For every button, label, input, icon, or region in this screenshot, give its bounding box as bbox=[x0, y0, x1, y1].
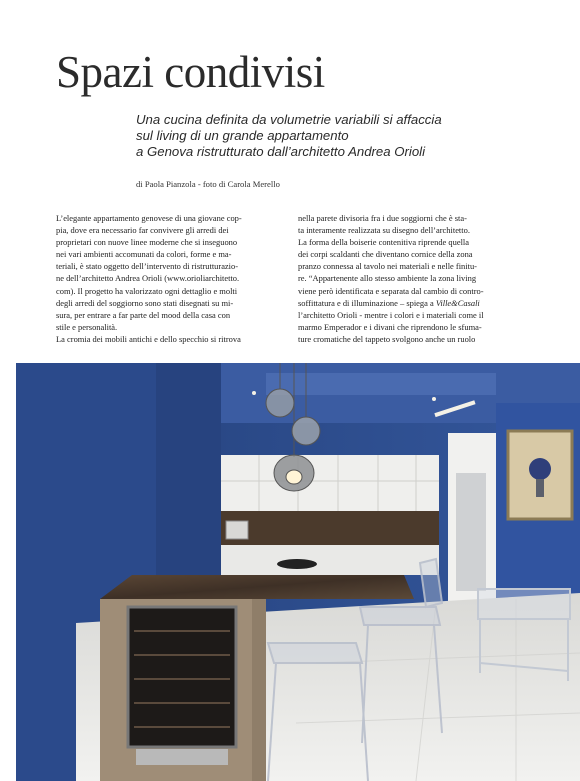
doorway-inner bbox=[456, 473, 486, 591]
subtitle-line: Una cucina definita da volumetrie variabili si affaccia bbox=[136, 112, 442, 127]
fruit-bowl bbox=[277, 559, 317, 569]
body-line: l’architetto Orioli - mentre i colori e i materiali come il bbox=[298, 309, 484, 320]
counter-top bbox=[100, 575, 414, 599]
article-subtitle bbox=[136, 112, 466, 160]
body-text: soffittatura e di illuminazione – spiega a bbox=[298, 297, 436, 308]
body-line: sura, per entrare a far parte del mood della casa con bbox=[56, 309, 231, 320]
kitchen-photo bbox=[16, 363, 580, 781]
subtitle-line: sul living di un grande appartamento bbox=[136, 128, 349, 143]
body-line: La forma della boiserie contenitiva riprende quella bbox=[298, 237, 470, 248]
cabinet-lower-back bbox=[221, 545, 439, 575]
body-line: degli arredi del soggiorno sono stati disegnati su mi- bbox=[56, 297, 234, 308]
body-line: L’elegante appartamento genovese di una giovane cop- bbox=[56, 213, 242, 223]
body-line: ture cromatiche del tappeto svolgono anche un ruolo bbox=[298, 333, 476, 344]
body-column-right bbox=[298, 212, 524, 345]
counter-leg bbox=[252, 599, 266, 781]
subtitle-line: a Genova ristrutturato dall’architetto Andrea Orioli bbox=[136, 144, 426, 159]
ceiling-recess bbox=[266, 373, 496, 395]
painting-vase bbox=[536, 479, 544, 497]
body-line: proprietari con nuove linee moderne che si inseguono bbox=[56, 237, 238, 248]
cabinet-upper bbox=[221, 455, 439, 511]
body-line: ta interamente realizzata su disegno dell’architetto. bbox=[298, 225, 470, 236]
kitchen-illustration bbox=[16, 363, 580, 781]
article-title: Spazi condivisi bbox=[56, 47, 325, 97]
body-line: viene però identificata e separata dal cambio di contro- bbox=[298, 285, 484, 296]
body-column-left bbox=[56, 212, 282, 345]
body-line: La cromia dei mobili antichi e dello specchio si ritrova bbox=[56, 333, 241, 344]
body-line: stile e personalità. bbox=[56, 321, 118, 332]
body-line: marmo Emperador e i divani che riprendono le sfuma- bbox=[298, 321, 482, 332]
microwave bbox=[226, 521, 248, 539]
body-line: teriali, è stato oggetto dell’intervento di ristrutturazio- bbox=[56, 261, 239, 272]
body-line: pranzo connessa al tavolo nei materiali e nelle finitu- bbox=[298, 261, 477, 272]
left-pillar bbox=[156, 363, 221, 595]
body-line: re. “Appartenente allo stesso ambiente la zona living bbox=[298, 273, 477, 284]
article-credits: di Paola Pianzola - foto di Carola Merello bbox=[136, 179, 280, 189]
painting-flowers bbox=[529, 458, 551, 480]
body-line: nella parete divisoria fra i due soggiorni che è sta- bbox=[298, 213, 467, 223]
body-line: dei corpi scaldanti che diventano cornice della zona bbox=[298, 249, 473, 260]
fridge-vent bbox=[136, 749, 228, 765]
body-line: com). Il progetto ha valorizzato ogni dettaglio e molti bbox=[56, 285, 238, 296]
magazine-name: Ville&Casali bbox=[435, 297, 480, 308]
body-line: ne dell’architetto Andrea Orioli (www.orioliarchitetto. bbox=[56, 273, 240, 284]
body-line: nei vari ambienti accomunati da colori, forme e ma- bbox=[56, 249, 232, 260]
body-line bbox=[298, 297, 524, 309]
marble-backsplash bbox=[221, 511, 439, 545]
body-line: pia, dove era necessario far convivere gli arredi dei bbox=[56, 225, 229, 236]
